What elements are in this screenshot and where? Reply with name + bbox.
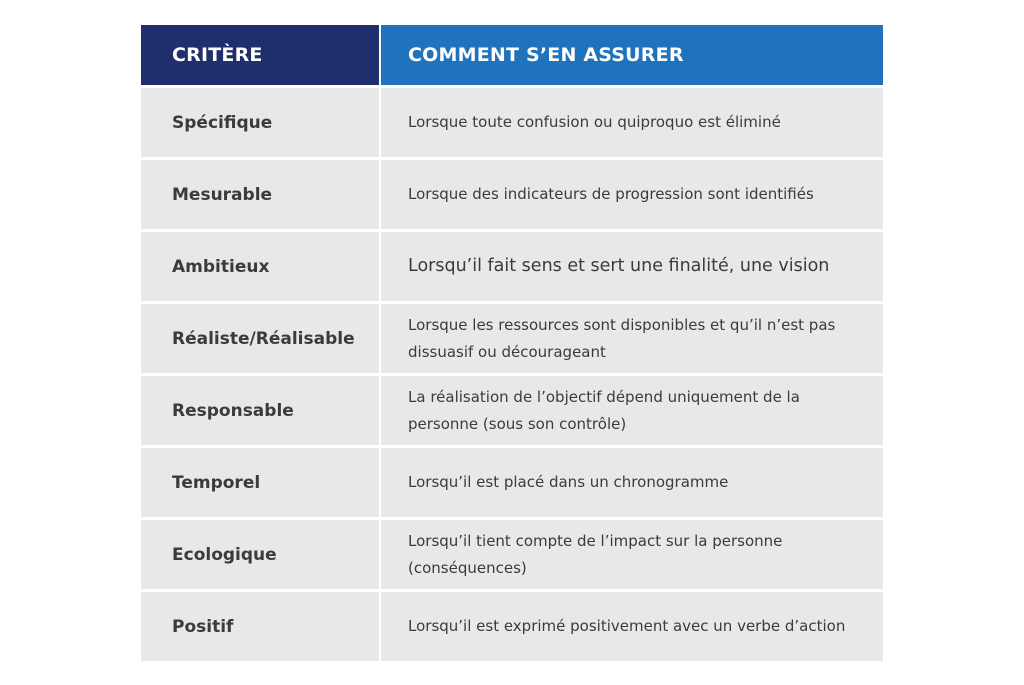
table-header	[141, 25, 883, 85]
table-row	[141, 304, 883, 373]
criterion-cell: Réaliste/Réalisable	[141, 304, 379, 373]
table-row	[141, 376, 883, 445]
how-cell: Lorsqu’il tient compte de l’impact sur la personne (conséquences)	[381, 520, 883, 589]
criterion-cell: Temporel	[141, 448, 379, 517]
criterion-cell: Ambitieux	[141, 232, 379, 301]
criterion-cell: Positif	[141, 592, 379, 661]
smart-criteria-table	[141, 25, 883, 661]
how-cell: Lorsque toute confusion ou quiproquo est éliminé	[381, 88, 883, 157]
how-cell: Lorsqu’il est placé dans un chronogramme	[381, 448, 883, 517]
criterion-cell: Ecologique	[141, 520, 379, 589]
how-cell: Lorsque les ressources sont disponibles et qu’il n’est pas dissuasif ou décourageant	[381, 304, 883, 373]
how-cell: La réalisation de l’objectif dépend uniquement de la personne (sous son contrôle)	[381, 376, 883, 445]
header-criterion: CRITÈRE	[141, 25, 379, 85]
table-row	[141, 520, 883, 589]
how-cell: Lorsqu’il fait sens et sert une finalité, une vision	[381, 232, 883, 301]
table-row	[141, 88, 883, 157]
header-how: COMMENT S’EN ASSURER	[381, 25, 883, 85]
table-row	[141, 448, 883, 517]
criterion-cell: Responsable	[141, 376, 379, 445]
how-cell: Lorsqu’il est exprimé positivement avec un verbe d’action	[381, 592, 883, 661]
table-row	[141, 160, 883, 229]
table-row	[141, 232, 883, 301]
how-cell: Lorsque des indicateurs de progression sont identifiés	[381, 160, 883, 229]
criterion-cell: Spécifique	[141, 88, 379, 157]
criterion-cell: Mesurable	[141, 160, 379, 229]
table-row	[141, 592, 883, 661]
